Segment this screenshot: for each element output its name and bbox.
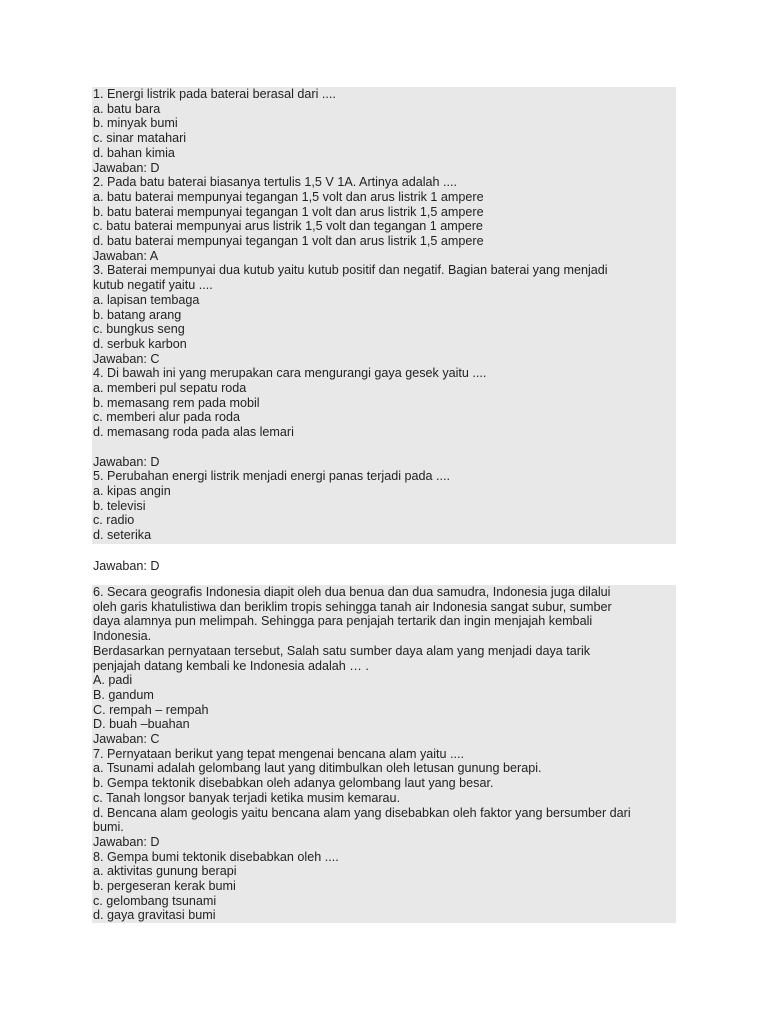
text-line: b. batu baterai mempunyai tegangan 1 volt dan arus listrik 1,5 ampere — [93, 204, 484, 219]
text-line: b. memasang rem pada mobil — [93, 395, 260, 410]
text-line: b. televisi — [93, 498, 146, 513]
text-line: d. batu baterai mempunyai tegangan 1 volt dan arus listrik 1,5 ampere — [93, 234, 484, 249]
text-line: Berdasarkan pernyataan tersebut, Salah satu sumber daya alam yang menjadi daya tarik — [93, 643, 591, 658]
text-line: a. memberi pul sepatu roda — [93, 381, 247, 396]
text-line: daya alamnya pun melimpah. Sehingga para penjajah tertarik dan ingin menjajah kembali — [93, 614, 593, 629]
text-line: oleh garis khatulistiwa dan beriklim tropis sehingga tanah air Indonesia sangat subur, sumber — [93, 599, 612, 614]
text-line: 2. Pada batu baterai biasanya tertulis 1,5 V 1A. Artinya adalah .... — [93, 175, 458, 190]
text-line — [93, 440, 675, 455]
text-line: c. sinar matahari — [93, 131, 187, 146]
text-line: 7. Pernyataan berikut yang tepat mengenai bencana alam yaitu .... — [93, 746, 465, 761]
questions-block-2 — [92, 585, 676, 923]
text-line: 3. Baterai mempunyai dua kutub yaitu kutub positif dan negatif. Bagian baterai yang menjadi — [93, 263, 608, 278]
text-line: 1. Energi listrik pada baterai berasal dari .... — [93, 87, 336, 101]
text-line: 6. Secara geografis Indonesia diapit oleh dua benua dan dua samudra, Indonesia juga dilalui — [93, 585, 611, 599]
text-line: bumi. — [93, 820, 124, 835]
text-line: Jawaban: C — [93, 351, 160, 366]
answer-line-5 — [92, 559, 676, 574]
text-line: b. Gempa tektonik disebabkan oleh adanya gelombang laut yang besar. — [93, 776, 494, 791]
text-line: a. kipas angin — [93, 483, 171, 498]
text-line: 4. Di bawah ini yang merupakan cara mengurangi gaya gesek yaitu .... — [93, 366, 487, 381]
text-line: A. padi — [93, 673, 133, 688]
text-line: c. memberi alur pada roda — [93, 410, 240, 425]
text-line: c. gelombang tsunami — [93, 893, 217, 908]
text-line: d. gaya gravitasi bumi — [93, 908, 216, 923]
text-line: b. pergeseran kerak bumi — [93, 879, 236, 894]
text-line: c. bungkus seng — [93, 322, 185, 337]
text-line: b. minyak bumi — [93, 116, 178, 131]
text-line: d. Bencana alam geologis yaitu bencana alam yang disebabkan oleh faktor yang bersumber dari — [93, 805, 631, 820]
text-line: d. bahan kimia — [93, 145, 175, 160]
text-line: Jawaban: D — [93, 454, 160, 469]
text-line: b. batang arang — [93, 307, 182, 322]
text-line: D. buah –buahan — [93, 717, 190, 732]
text-line: penjajah datang kembali ke Indonesia adalah … . — [93, 658, 369, 673]
text-line: c. batu baterai mempunyai arus listrik 1,5 volt dan tegangan 1 ampere — [93, 219, 483, 234]
text-line: Indonesia. — [93, 629, 152, 644]
questions-block-1 — [92, 87, 676, 544]
text-line: d. memasang roda pada alas lemari — [93, 425, 294, 440]
text-line: Jawaban: D — [93, 834, 160, 849]
text-line: Jawaban: A — [93, 248, 159, 263]
text-line: kutub negatif yaitu .... — [93, 278, 213, 293]
text-line: a. batu baterai mempunyai tegangan 1,5 volt dan arus listrik 1 ampere — [93, 189, 484, 204]
text-line: Jawaban: C — [93, 732, 160, 747]
text-line: d. seterika — [93, 528, 152, 543]
text-line: a. Tsunami adalah gelombang laut yang ditimbulkan oleh letusan gunung berapi. — [93, 761, 542, 776]
text-line: B. gandum — [93, 687, 154, 702]
text-line: C. rempah – rempah — [93, 702, 209, 717]
text-line: 5. Perubahan energi listrik menjadi energi panas terjadi pada .... — [93, 469, 451, 484]
text-line: 8. Gempa bumi tektonik disebabkan oleh .... — [93, 849, 339, 864]
text-line: d. serbuk karbon — [93, 336, 187, 351]
text-line: c. Tanah longsor banyak terjadi ketika musim kemarau. — [93, 790, 401, 805]
text-line: Jawaban: D — [93, 160, 160, 175]
text-line: c. radio — [93, 513, 135, 528]
text-line: a. lapisan tembaga — [93, 292, 200, 307]
text-line: a. batu bara — [93, 101, 161, 116]
text-line: a. aktivitas gunung berapi — [93, 864, 237, 879]
text-line: Jawaban: D — [93, 559, 160, 573]
